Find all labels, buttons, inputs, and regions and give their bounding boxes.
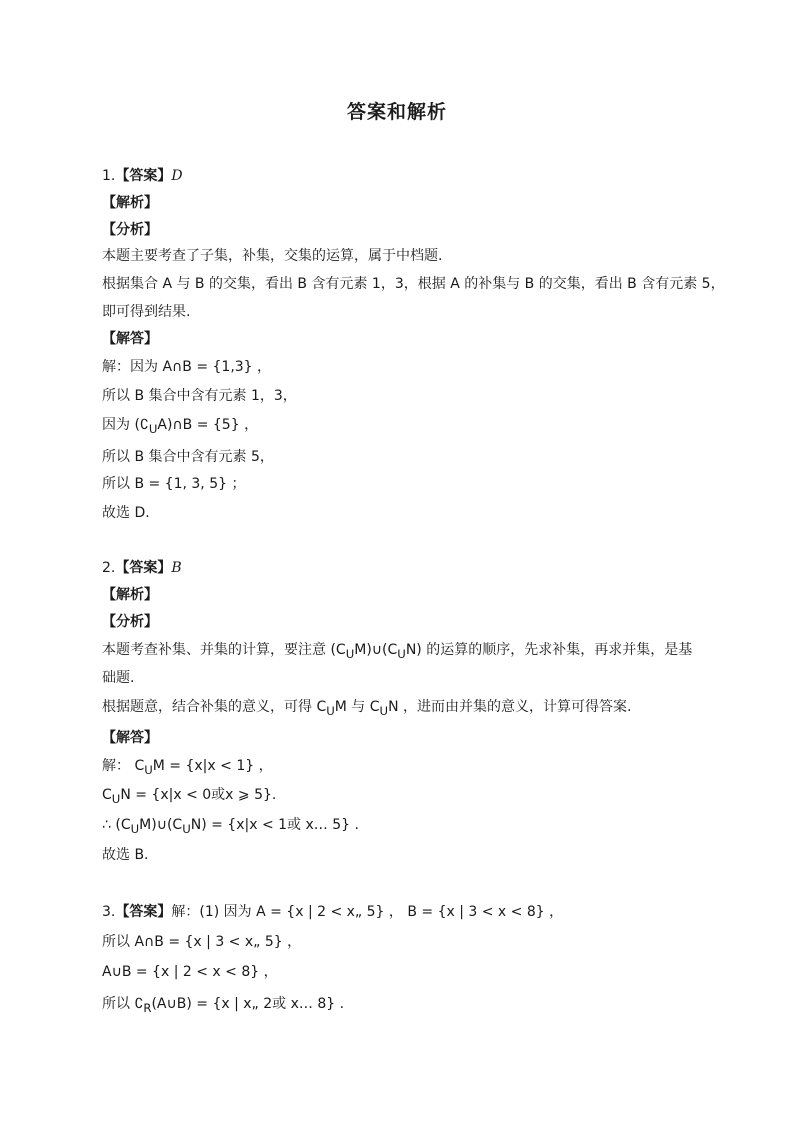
q2-step-4: 故选 B. [102, 847, 149, 863]
q2-fenxi-tag: 【分析】 [102, 614, 158, 630]
q1-step-5: 所以 B = {1, 3, 5} ； [102, 476, 246, 492]
q1-step-3: 因为 $(∁_UA)\cap B = \{5\}$ ， [102, 417, 259, 436]
q1-reason-line-1: 根据集合 A 与 B 的交集，看出 B 含有元素 1，3，根据 A 的补集与 B 的交集，看出 B 含有元素 5， [102, 276, 725, 292]
q2-number: 2. [102, 560, 116, 576]
q3-answer-line [102, 902, 563, 922]
q1-reason-line-2: 即可得到结果. [102, 304, 191, 320]
q1-answer-line [102, 166, 183, 186]
q2-answer-line [102, 558, 182, 578]
q1-number: 1. [102, 168, 116, 184]
q3-number: 3. [102, 904, 116, 920]
q2-step-3: ∴ $(C_UM)\cup(C_UN) = \{x|x < 1$或 x… 5} . [102, 817, 359, 836]
q3-line-4: 所以 $∁_R(A\cup B) = \{x$ | x„ 2或 x… 8} . [102, 996, 345, 1015]
q2-reason: 根据题意，结合补集的意义，可得 $C_UM$ 与 $C_UN$ ，进而由并集的意义，计算可得答案. [102, 699, 632, 718]
q3-line-3: A∪B = {x | 2 < x < 8} ， [102, 964, 278, 980]
q2-answer-value: B [171, 560, 182, 576]
q1-solve-tag: 【解答】 [102, 331, 158, 347]
q2-summary-line-2: 础题. [102, 670, 135, 686]
q1-step-2: 所以 B 集合中含有元素 1，3， [102, 388, 297, 404]
q1-answer-tag: 【答案】 [115, 168, 172, 184]
q1-analysis-tag: 【解析】 [102, 195, 158, 211]
page-title: 答案和解析 [346, 101, 447, 123]
q1-summary: 本题主要考查了子集，补集，交集的运算，属于中档题. [102, 248, 443, 264]
q3-line-2: 所以 A∩B = {x | 3 < x„ 5} ， [102, 934, 302, 950]
q2-analysis-tag: 【解析】 [102, 587, 158, 603]
q2-step-2: $C_UN = \{x|x < 0$或x ⩾ 5}. [102, 787, 277, 806]
q1-answer-value: D [171, 168, 183, 184]
q3-line-1: 解：(1) 因为 A = {x | 2 < x„ 5} ， B = {x | 3 < x < 8} ， [171, 904, 564, 920]
q2-step-1: 解： $C_UM = \{x|x < 1\}$ ， [102, 758, 273, 777]
q3-answer-tag: 【答案】 [115, 904, 172, 920]
q2-solve-tag: 【解答】 [102, 730, 158, 746]
q1-step-1: 解：因为 A∩B = {1,3} ， [102, 359, 272, 375]
q1-fenxi-tag: 【分析】 [102, 222, 158, 238]
q1-step-4: 所以 B 集合中含有元素 5， [102, 449, 274, 465]
q1-step-6: 故选 D. [102, 505, 150, 521]
q2-answer-tag: 【答案】 [115, 560, 172, 576]
q2-summary-line-1: 本题考查补集、并集的计算，要注意 $(C_UM)\cup(C_UN)$ 的运算的顺序，先求补集，再求并集，是基 [102, 642, 693, 661]
